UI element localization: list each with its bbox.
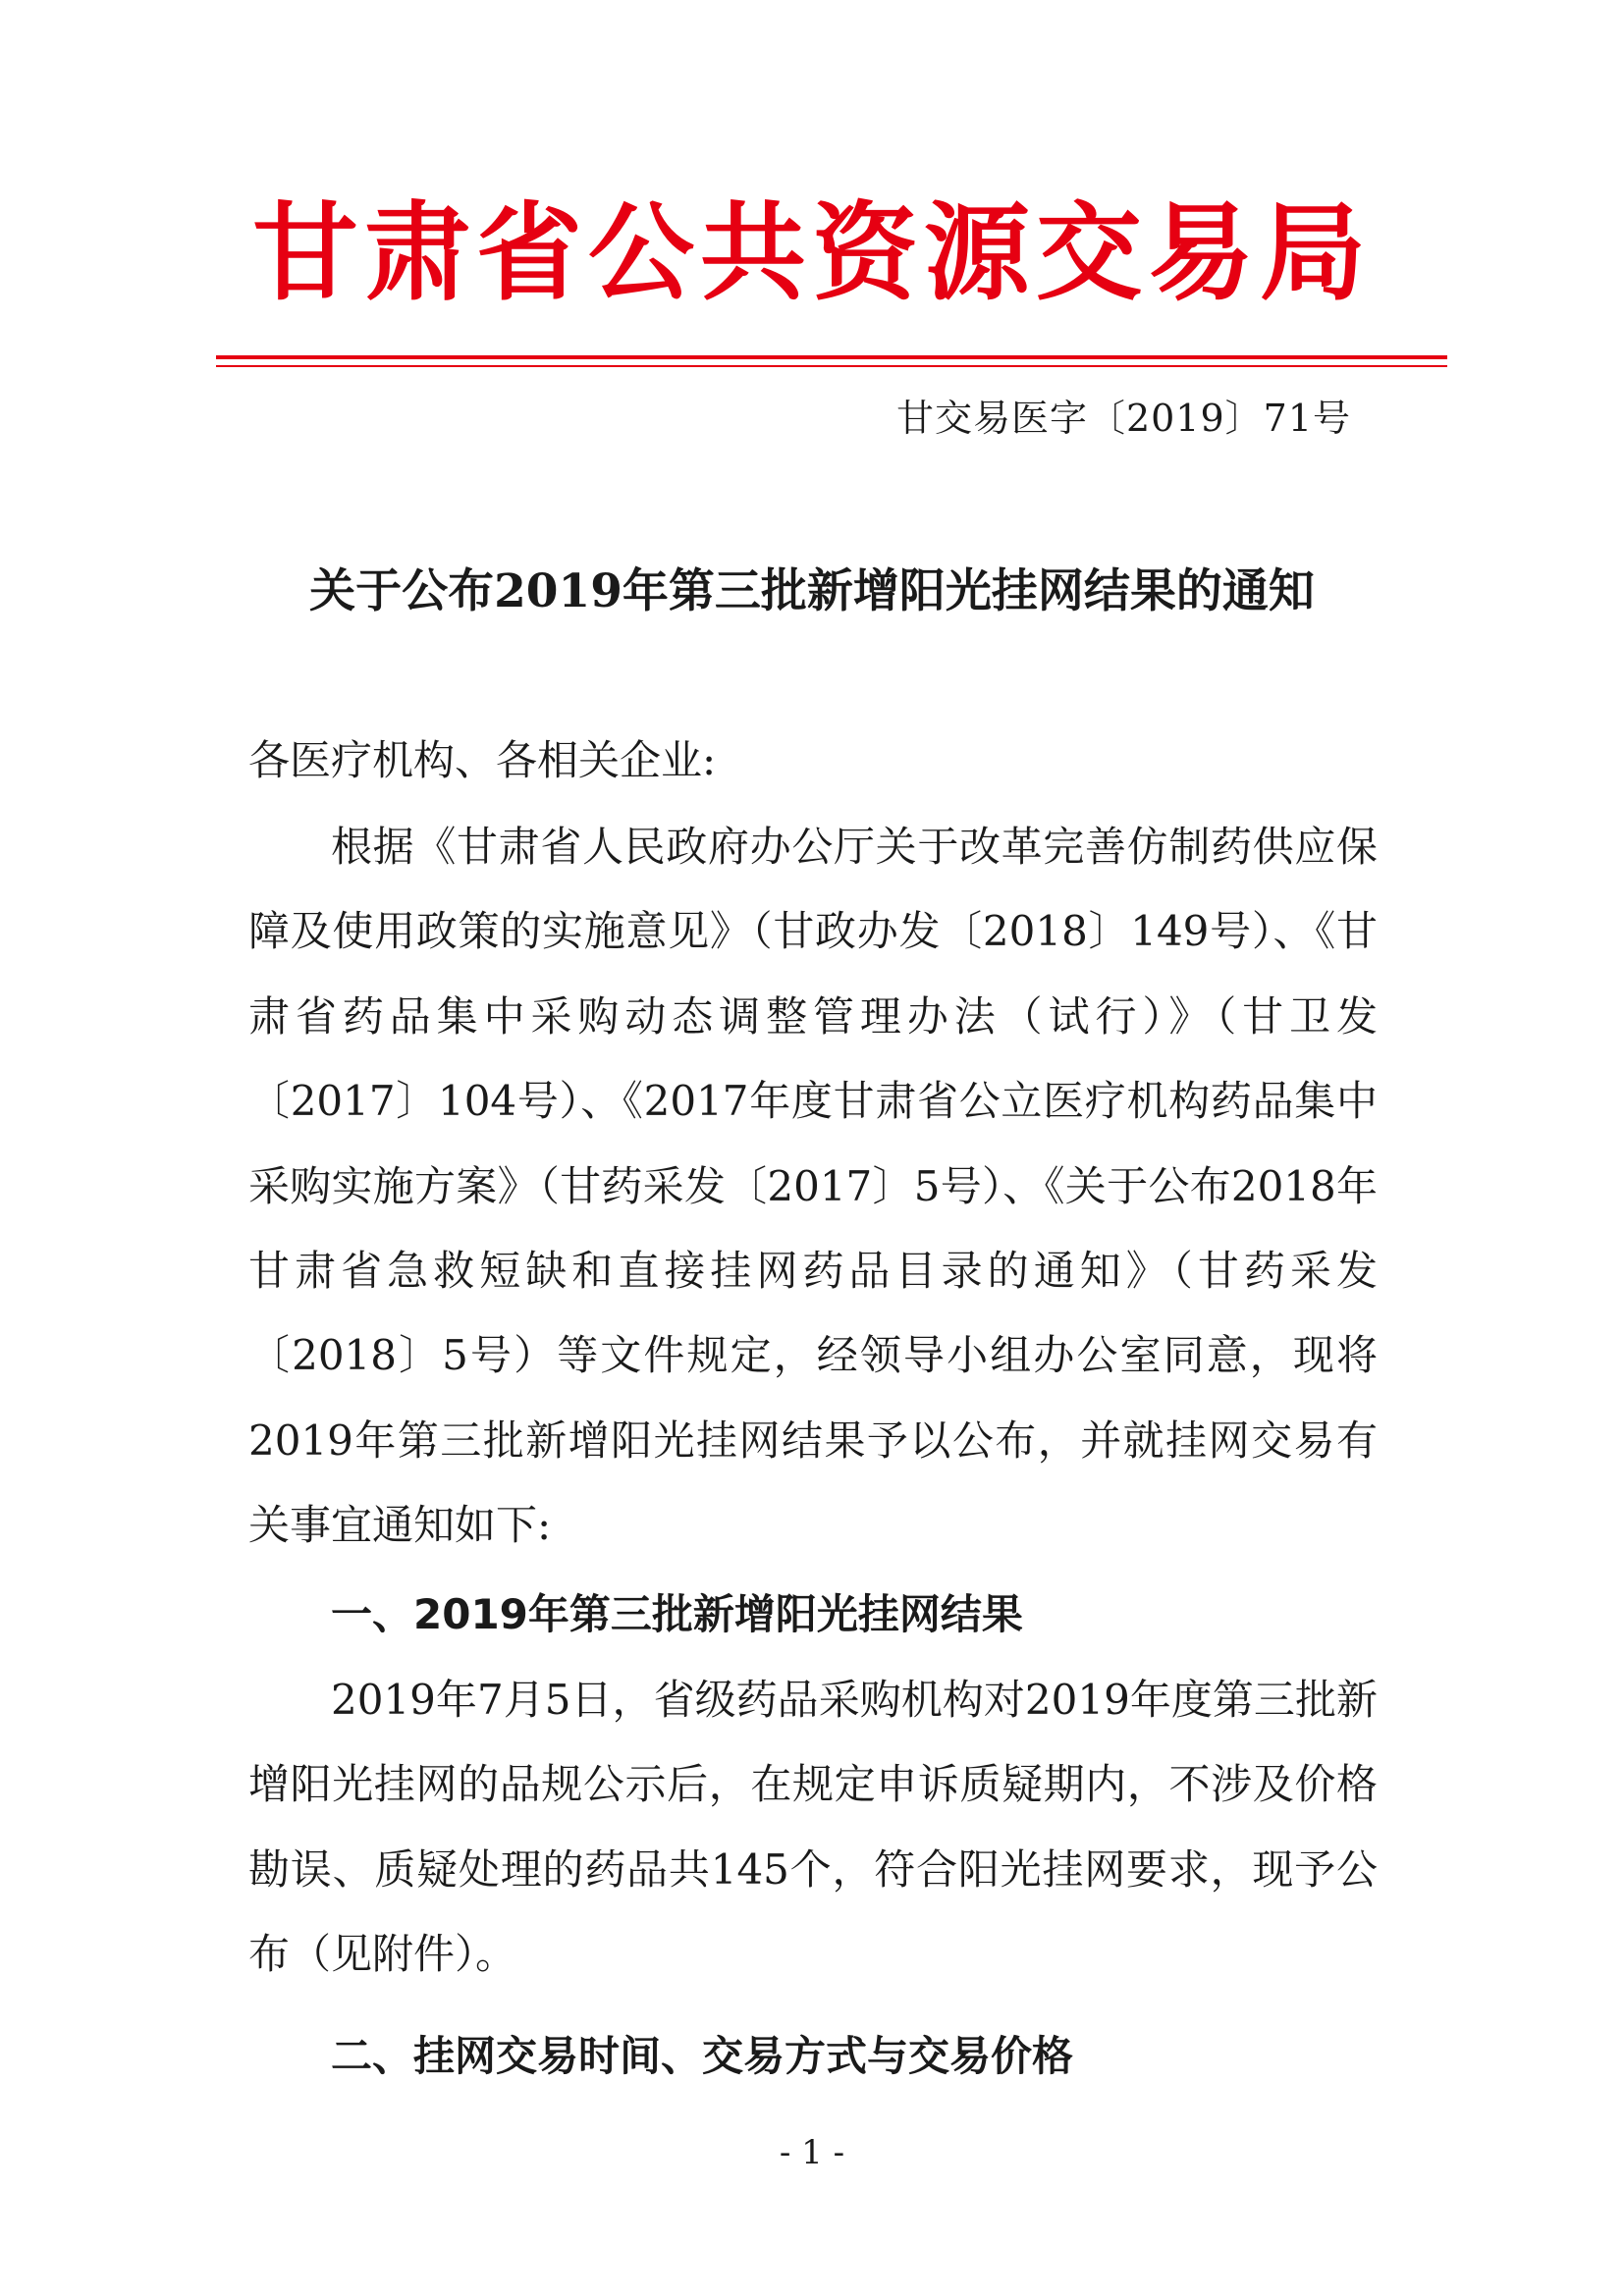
header-rule-thick (216, 355, 1447, 359)
document-number: 甘交易医字〔2019〕71号 (895, 397, 1351, 440)
section-heading-1: 一、2019年第三批新增阳光挂网结果 (331, 1590, 1023, 1638)
document-title: 关于公布2019年第三批新增阳光挂网结果的通知 (309, 564, 1315, 618)
issuing-org-title: 甘肃省公共资源交易局 (251, 192, 1372, 315)
section-heading-2: 二、挂网交易时间、交易方式与交易价格 (331, 2032, 1074, 2080)
body-paragraph-2: 2019年7月5日，省级药品采购机构对2019年度第三批新增阳光挂网的品规公示后，在规定申诉质疑期内，不涉及价格勘误、质疑处理的药品共145个，符合阳光挂网要求，现予公布（见附件）。 (248, 1676, 1378, 1979)
header-rule-thin (216, 365, 1447, 367)
salutation: 各医疗机构、各相关企业: (248, 736, 717, 784)
page-number: - 1 - (779, 2133, 845, 2172)
body-paragraph-1: 根据《甘肃省人民政府办公厅关于改革完善仿制药供应保障及使用政策的实施意见》（甘政办发〔2018〕149号）、《甘肃省药品集中采购动态调整管理办法（试行）》（甘卫发〔2017〕104号）、《2017年度甘肃省公立医疗机构药品集中采购实施方案》（甘药采发〔2017〕5号）、《关于公布2018年甘肃省急救短缺和直接挂网药品目录的通知》（甘药采发〔2018〕5号）等文件规定，经领导小组办公室同意，现将2019年第三批新增阳光挂网结果予以公布，并就挂网交易有关事宜通知如下: (248, 823, 1378, 1550)
